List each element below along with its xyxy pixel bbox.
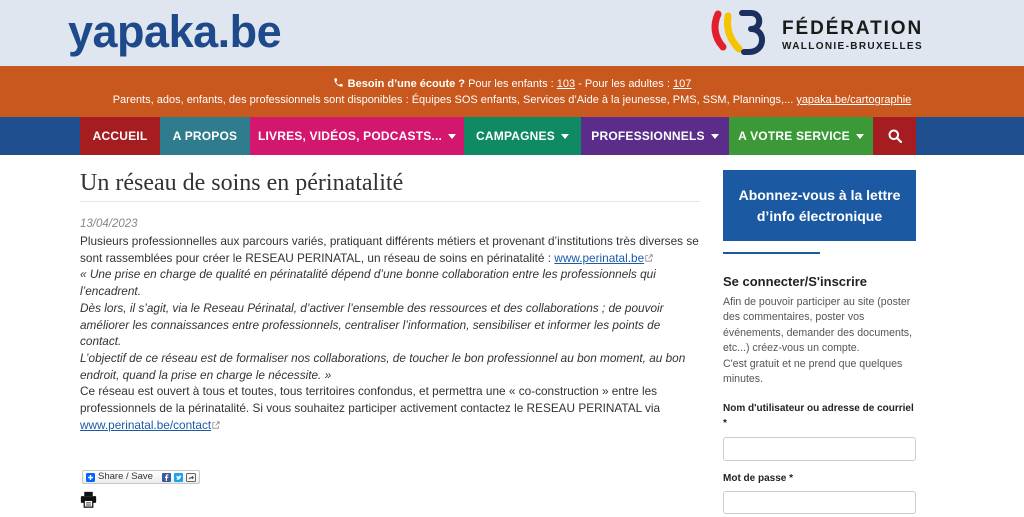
nav-item-label: ACCUEIL [92, 129, 148, 143]
article-body [80, 233, 704, 433]
newsletter-subscribe-button[interactable] [723, 170, 916, 241]
nav-item-campagnes[interactable] [464, 117, 581, 155]
external-link-icon [212, 421, 220, 429]
nav-item-label: A VOTRE SERVICE [738, 129, 850, 143]
login-note: C'est gratuit et ne prend que quelques minutes. [723, 357, 903, 386]
password-label: Mot de passe * [723, 473, 794, 485]
nav-item-label: A PROPOS [172, 129, 238, 143]
chevron-down-icon [856, 134, 864, 139]
login-description-text: Afin de pouvoir participer au site (poster des commentaires, poster vos événements, demander des documents, etc...) créez-vous un compte. [723, 296, 913, 355]
chevron-down-icon [448, 134, 456, 139]
helpline-banner [0, 66, 1024, 117]
search-button[interactable] [873, 117, 916, 155]
nav-item-accueil[interactable] [80, 117, 160, 155]
nav-item-livres-videos-podcasts[interactable] [250, 117, 464, 155]
services-row [0, 92, 1024, 108]
helpline-lead: Besoin d’une écoute ? [347, 78, 466, 90]
main-nav [0, 117, 1024, 155]
username-label: Nom d'utilisateur ou adresse de courriel * [723, 403, 914, 430]
phone-icon [333, 77, 344, 88]
print-icon[interactable] [80, 491, 97, 508]
sidebar [723, 155, 916, 514]
password-field[interactable] [723, 491, 916, 514]
article-paragraph [80, 383, 704, 433]
federation-wallonie-bruxelles-logo[interactable] [708, 7, 928, 57]
adults-helpline-link[interactable]: 107 [672, 78, 692, 90]
nav-item-professionnels[interactable] [581, 117, 729, 155]
external-link-icon [645, 254, 653, 262]
article-outro: Ce réseau est ouvert à tous et toutes, tous territoires confondus, et permettra une « co-construction » entre les professionnels de la périnatalité. Si vous souhaitez participer activement contactez le RESEAU PERINATAL via [80, 384, 661, 416]
search-icon [888, 129, 902, 143]
perinatal-link[interactable]: www.perinatal.be [554, 250, 645, 265]
article-quote: L’objectif de ce réseau est de formaliser nos collaborations, de toucher le bon professionnel au bon moment, au bon endroit, quand la prise en charge le nécessite. » [80, 350, 686, 382]
nav-item-label: LIVRES, VIDÉOS, PODCASTS... [257, 129, 443, 143]
article-intro: Plusieurs professionnelles aux parcours variés, pratiquant différents métiers et provenant d’institutions très diverses se sont rassemblées pour créer le RESEAU PERINATAL, un réseau de soins en périnatalité : [80, 234, 699, 265]
share-label: Share / Save [98, 471, 153, 483]
chevron-down-icon [561, 134, 569, 139]
helpline-children-text: Pour les enfants : [468, 78, 554, 90]
facebook-icon[interactable] [162, 473, 171, 482]
article-quote: Dès lors, il s’agit, via le Reseau Périnatal, d’activer l’ensemble des ressources et des collaborations ; de pouvoir améliorer les connaissances entre professionnels, centraliser l’information, sensibiliser et informer les points de contact. [80, 300, 664, 349]
sidebar-divider [723, 252, 820, 254]
cartographie-link[interactable]: yapaka.be/cartographie [796, 94, 912, 106]
plus-icon [86, 473, 95, 482]
article [80, 155, 704, 508]
username-field[interactable] [723, 437, 916, 461]
nav-item-a-propos[interactable] [160, 117, 250, 155]
fwb-name-line1: FÉDÉRATION [782, 18, 924, 39]
nav-item-label: CAMPAGNES [476, 129, 555, 143]
login-block-title: Se connecter/S'inscrire [723, 274, 867, 289]
fwb-name-line2: WALLONIE-BRUXELLES [782, 41, 923, 52]
share-save-button[interactable] [82, 470, 200, 484]
services-text: Parents, ados, enfants, des professionnels sont disponibles : Équipes SOS enfants, Services d’Aide à la jeunesse, PMS, SSM, Plannings,... [112, 94, 794, 106]
forward-icon[interactable] [186, 473, 196, 482]
perinatal-contact-link[interactable]: www.perinatal.be/contact [80, 417, 212, 432]
page-title: Un réseau de soins en périnatalité [80, 168, 700, 202]
login-description [723, 295, 916, 387]
article-paragraph [80, 233, 704, 266]
chevron-down-icon [711, 134, 719, 139]
site-header [0, 0, 1024, 66]
main-nav-items [80, 117, 916, 155]
yapaka-logo[interactable]: yapaka.be [68, 6, 282, 57]
publish-date: 13/04/2023 [80, 218, 138, 230]
children-helpline-link[interactable]: 103 [556, 78, 576, 90]
newsletter-label: Abonnez-vous à la lettre d’info électronique [738, 186, 901, 224]
nav-item-a-votre-service[interactable] [729, 117, 873, 155]
nav-item-label: PROFESSIONNELS [591, 129, 705, 143]
twitter-icon[interactable] [174, 473, 183, 482]
helpline-adults-text: - Pour les adultes : [578, 78, 670, 90]
fwb-emblem-icon [708, 7, 770, 57]
article-quote: « Une prise en charge de qualité en périnatalité dépend d’une bonne collaboration entre les professionnels qui l’encadrent. [80, 267, 656, 299]
helpline-row [0, 76, 1024, 92]
